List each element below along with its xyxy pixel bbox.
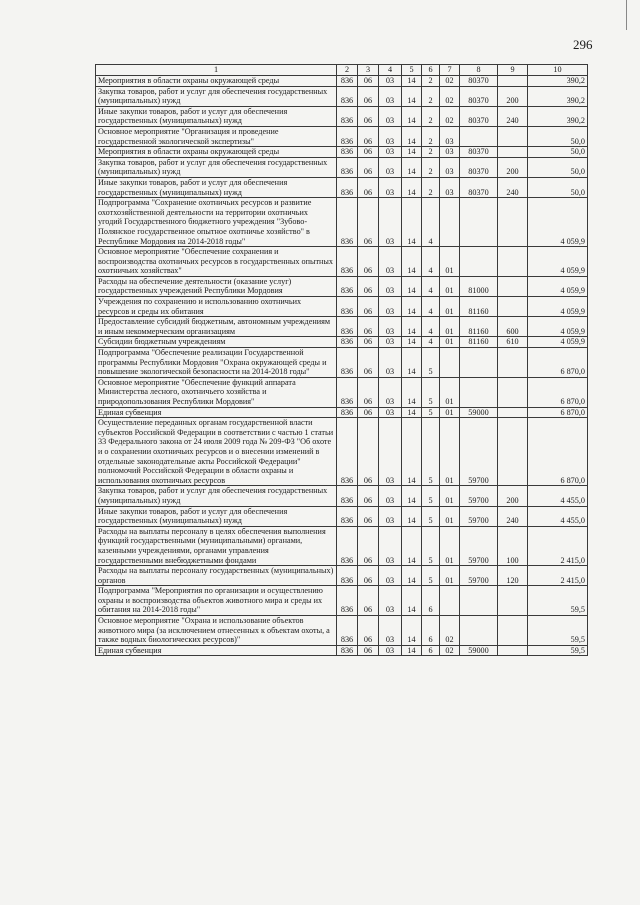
row-sum-cell: 4 455,0 — [528, 506, 588, 526]
row-sum-cell: 4 059,9 — [528, 276, 588, 296]
row-sum-cell: 59,5 — [528, 616, 588, 646]
row-name-cell: Закупка товаров, работ и услуг для обеспечения государственных (муниципальных) нужд — [96, 157, 337, 177]
row-code-cell — [440, 348, 460, 378]
row-code-cell: 03 — [379, 407, 402, 418]
row-code-cell: 100 — [498, 526, 528, 565]
row-name-cell: Закупка товаров, работ и услуг для обеспечения государственных (муниципальных) нужд — [96, 486, 337, 506]
row-code-cell: 14 — [402, 297, 422, 317]
row-name-cell: Расходы на выплаты персоналу государственных (муниципальных) органов — [96, 566, 337, 586]
row-code-cell — [498, 297, 528, 317]
row-code-cell: 2 — [422, 86, 440, 106]
row-code-cell: 836 — [337, 147, 358, 158]
row-code-cell: 4 — [422, 198, 440, 247]
row-code-cell: 836 — [337, 157, 358, 177]
table-row — [96, 297, 588, 317]
row-code-cell: 14 — [402, 506, 422, 526]
row-code-cell: 4 — [422, 276, 440, 296]
row-code-cell: 836 — [337, 586, 358, 616]
row-code-cell: 2 — [422, 126, 440, 146]
row-code-cell: 200 — [498, 157, 528, 177]
row-code-cell: 06 — [358, 616, 379, 646]
table-row — [96, 317, 588, 337]
row-code-cell: 02 — [440, 76, 460, 87]
table-row — [96, 76, 588, 87]
row-code-cell: 14 — [402, 616, 422, 646]
row-code-cell: 14 — [402, 247, 422, 277]
row-code-cell: 06 — [358, 126, 379, 146]
row-name-cell: Предоставление субсидий бюджетным, автономным учреждениям и иным некоммерческим организациям — [96, 317, 337, 337]
row-code-cell: 06 — [358, 566, 379, 586]
row-code-cell: 01 — [440, 566, 460, 586]
row-code-cell — [498, 645, 528, 656]
row-code-cell: 02 — [440, 645, 460, 656]
row-code-cell: 836 — [337, 506, 358, 526]
column-header: 5 — [402, 65, 422, 76]
row-code-cell: 01 — [440, 297, 460, 317]
row-code-cell: 03 — [379, 198, 402, 247]
row-code-cell: 836 — [337, 407, 358, 418]
row-code-cell: 2 — [422, 177, 440, 197]
row-code-cell: 836 — [337, 276, 358, 296]
row-code-cell — [440, 198, 460, 247]
row-code-cell: 14 — [402, 645, 422, 656]
column-header: 3 — [358, 65, 379, 76]
row-sum-cell: 6 870,0 — [528, 418, 588, 486]
row-code-cell: 14 — [402, 147, 422, 158]
table-body — [96, 76, 588, 656]
row-code-cell: 14 — [402, 106, 422, 126]
budget-table — [95, 64, 588, 656]
row-code-cell: 01 — [440, 317, 460, 337]
row-code-cell — [498, 147, 528, 158]
table-row — [96, 645, 588, 656]
row-code-cell: 80370 — [460, 86, 498, 106]
row-code-cell: 03 — [440, 147, 460, 158]
row-code-cell: 03 — [379, 586, 402, 616]
table-row — [96, 147, 588, 158]
row-code-cell: 200 — [498, 86, 528, 106]
row-code-cell: 03 — [379, 276, 402, 296]
row-name-cell: Единая субвенция — [96, 407, 337, 418]
row-code-cell: 03 — [379, 526, 402, 565]
row-code-cell: 06 — [358, 276, 379, 296]
row-code-cell: 59000 — [460, 407, 498, 418]
row-code-cell: 836 — [337, 126, 358, 146]
row-name-cell: Иные закупки товаров, работ и услуг для обеспечения государственных (муниципальных) нужд — [96, 506, 337, 526]
row-name-cell: Основное мероприятие "Организация и проведение государственной экологической экспертизы" — [96, 126, 337, 146]
row-sum-cell: 59,5 — [528, 586, 588, 616]
table-row — [96, 177, 588, 197]
row-code-cell — [498, 76, 528, 87]
table-row — [96, 586, 588, 616]
row-code-cell — [498, 586, 528, 616]
row-code-cell: 06 — [358, 645, 379, 656]
row-code-cell: 14 — [402, 198, 422, 247]
row-sum-cell: 4 059,9 — [528, 247, 588, 277]
row-name-cell: Иные закупки товаров, работ и услуг для обеспечения государственных (муниципальных) нужд — [96, 177, 337, 197]
row-code-cell: 06 — [358, 147, 379, 158]
row-code-cell: 03 — [379, 157, 402, 177]
row-code-cell: 836 — [337, 377, 358, 407]
row-name-cell: Основное мероприятие "Обеспечение функций аппарата Министерства лесного, охотничьего хозяйства и природопользования Республики Мордовия" — [96, 377, 337, 407]
row-name-cell: Основное мероприятие "Обеспечение сохранения и воспроизводства охотничьих ресурсов в государственных опытных охотничьих хозяйствах" — [96, 247, 337, 277]
table-row — [96, 126, 588, 146]
row-code-cell — [460, 126, 498, 146]
row-code-cell — [498, 126, 528, 146]
row-code-cell: 5 — [422, 506, 440, 526]
table-row — [96, 506, 588, 526]
row-code-cell: 06 — [358, 337, 379, 348]
row-code-cell: 5 — [422, 377, 440, 407]
row-sum-cell: 50,0 — [528, 177, 588, 197]
table-row — [96, 407, 588, 418]
row-code-cell: 06 — [358, 76, 379, 87]
row-name-cell: Учреждения по сохранению и использованию охотничьих ресурсов и среды их обитания — [96, 297, 337, 317]
row-code-cell: 06 — [358, 247, 379, 277]
row-code-cell: 06 — [358, 526, 379, 565]
row-code-cell: 600 — [498, 317, 528, 337]
column-header: 9 — [498, 65, 528, 76]
row-code-cell: 14 — [402, 566, 422, 586]
row-code-cell: 59700 — [460, 486, 498, 506]
row-code-cell: 59000 — [460, 645, 498, 656]
row-code-cell: 06 — [358, 407, 379, 418]
row-code-cell: 06 — [358, 586, 379, 616]
table-row — [96, 377, 588, 407]
row-code-cell: 836 — [337, 566, 358, 586]
row-code-cell: 03 — [379, 566, 402, 586]
row-code-cell: 03 — [379, 317, 402, 337]
row-code-cell: 14 — [402, 276, 422, 296]
row-code-cell: 5 — [422, 407, 440, 418]
column-header: 6 — [422, 65, 440, 76]
row-name-cell: Подпрограмма "Обеспечение реализации Государственной программы Республики Мордовия "Охрана окружающей среды и повышение экологической безопасности на 2014-2018 годы" — [96, 348, 337, 378]
row-code-cell: 01 — [440, 418, 460, 486]
row-sum-cell: 50,0 — [528, 126, 588, 146]
row-code-cell: 03 — [379, 177, 402, 197]
row-code-cell: 14 — [402, 586, 422, 616]
row-name-cell: Иные закупки товаров, работ и услуг для обеспечения государственных (муниципальных) нужд — [96, 106, 337, 126]
row-code-cell: 200 — [498, 486, 528, 506]
row-name-cell: Расходы на выплаты персоналу в целях обеспечения выполнения функций государственными (муниципальными) органами, казенными учреждениями, органами управления государственными внебюджетными фондами — [96, 526, 337, 565]
row-code-cell: 14 — [402, 86, 422, 106]
row-code-cell: 836 — [337, 86, 358, 106]
row-sum-cell: 4 059,9 — [528, 337, 588, 348]
table-row — [96, 566, 588, 586]
row-code-cell: 836 — [337, 297, 358, 317]
table-row — [96, 486, 588, 506]
row-code-cell: 81000 — [460, 276, 498, 296]
row-code-cell: 80370 — [460, 157, 498, 177]
row-code-cell: 03 — [440, 177, 460, 197]
row-code-cell: 14 — [402, 377, 422, 407]
row-code-cell: 01 — [440, 486, 460, 506]
row-sum-cell: 50,0 — [528, 147, 588, 158]
row-code-cell: 836 — [337, 106, 358, 126]
row-code-cell: 836 — [337, 526, 358, 565]
row-code-cell: 836 — [337, 76, 358, 87]
row-code-cell: 03 — [379, 645, 402, 656]
row-code-cell: 03 — [379, 297, 402, 317]
row-code-cell: 6 — [422, 586, 440, 616]
row-code-cell: 06 — [358, 86, 379, 106]
row-sum-cell: 390,2 — [528, 76, 588, 87]
row-code-cell: 03 — [379, 506, 402, 526]
row-code-cell: 03 — [379, 147, 402, 158]
row-code-cell — [498, 247, 528, 277]
row-code-cell: 02 — [440, 616, 460, 646]
row-code-cell: 59700 — [460, 418, 498, 486]
row-code-cell: 6 — [422, 645, 440, 656]
row-code-cell — [460, 348, 498, 378]
table-row — [96, 526, 588, 565]
row-sum-cell: 4 059,9 — [528, 317, 588, 337]
row-code-cell — [440, 586, 460, 616]
row-code-cell: 80370 — [460, 177, 498, 197]
column-header: 1 — [96, 65, 337, 76]
row-sum-cell: 390,2 — [528, 106, 588, 126]
row-name-cell: Подпрограмма "Сохранение охотничьих ресурсов и развитие охотхозяйственной деятельности на территории охотничьих угодий Государственного бюджетного учреждения "Зубово-Полянское государственное опытное охотничье хозяйство" в Республике Мордовия на 2014-2018 годы" — [96, 198, 337, 247]
row-code-cell: 02 — [440, 106, 460, 126]
row-code-cell: 01 — [440, 276, 460, 296]
row-name-cell: Мероприятия в области охраны окружающей среды — [96, 76, 337, 87]
table-header-row — [96, 65, 588, 76]
row-name-cell: Субсидии бюджетным учреждениям — [96, 337, 337, 348]
row-code-cell — [460, 247, 498, 277]
row-code-cell: 14 — [402, 76, 422, 87]
row-code-cell: 03 — [379, 106, 402, 126]
row-code-cell — [460, 198, 498, 247]
row-code-cell — [460, 586, 498, 616]
row-code-cell: 2 — [422, 157, 440, 177]
row-sum-cell: 6 870,0 — [528, 348, 588, 378]
row-code-cell: 836 — [337, 418, 358, 486]
row-sum-cell: 390,2 — [528, 86, 588, 106]
row-code-cell: 03 — [379, 126, 402, 146]
row-code-cell: 240 — [498, 506, 528, 526]
row-code-cell — [498, 198, 528, 247]
column-header: 2 — [337, 65, 358, 76]
row-code-cell: 03 — [379, 418, 402, 486]
row-sum-cell: 4 059,9 — [528, 198, 588, 247]
row-code-cell: 14 — [402, 407, 422, 418]
row-code-cell: 5 — [422, 348, 440, 378]
row-name-cell: Мероприятия в области охраны окружающей среды — [96, 147, 337, 158]
row-code-cell: 6 — [422, 616, 440, 646]
row-code-cell: 06 — [358, 198, 379, 247]
row-code-cell: 14 — [402, 486, 422, 506]
row-name-cell: Единая субвенция — [96, 645, 337, 656]
table-row — [96, 616, 588, 646]
row-code-cell: 59700 — [460, 506, 498, 526]
column-header: 10 — [528, 65, 588, 76]
row-sum-cell: 50,0 — [528, 157, 588, 177]
row-code-cell: 5 — [422, 526, 440, 565]
row-sum-cell: 4 059,9 — [528, 297, 588, 317]
row-code-cell: 03 — [379, 86, 402, 106]
row-code-cell: 14 — [402, 317, 422, 337]
row-name-cell: Подпрограмма "Мероприятия по организации и осуществлению охраны и воспроизводства объектов животного мира и среды их обитания на 2014-2018 годы" — [96, 586, 337, 616]
row-code-cell: 2 — [422, 106, 440, 126]
row-code-cell: 06 — [358, 157, 379, 177]
row-code-cell: 80370 — [460, 106, 498, 126]
row-code-cell: 4 — [422, 317, 440, 337]
row-code-cell: 02 — [440, 86, 460, 106]
row-code-cell: 610 — [498, 337, 528, 348]
row-code-cell: 01 — [440, 526, 460, 565]
row-code-cell: 4 — [422, 297, 440, 317]
row-code-cell: 01 — [440, 407, 460, 418]
row-code-cell: 06 — [358, 106, 379, 126]
row-code-cell: 06 — [358, 317, 379, 337]
row-code-cell: 03 — [379, 247, 402, 277]
table-row — [96, 157, 588, 177]
row-code-cell: 01 — [440, 247, 460, 277]
row-code-cell: 81160 — [460, 317, 498, 337]
row-code-cell: 836 — [337, 177, 358, 197]
row-code-cell: 03 — [379, 486, 402, 506]
row-code-cell: 03 — [379, 377, 402, 407]
column-header: 4 — [379, 65, 402, 76]
row-code-cell: 240 — [498, 177, 528, 197]
row-code-cell — [460, 377, 498, 407]
corner-mark — [626, 0, 637, 30]
row-code-cell: 14 — [402, 157, 422, 177]
row-code-cell: 06 — [358, 177, 379, 197]
row-code-cell: 2 — [422, 147, 440, 158]
table-row — [96, 337, 588, 348]
row-sum-cell: 59,5 — [528, 645, 588, 656]
row-code-cell: 06 — [358, 297, 379, 317]
row-code-cell — [498, 348, 528, 378]
row-code-cell: 240 — [498, 106, 528, 126]
row-code-cell: 14 — [402, 348, 422, 378]
row-code-cell: 06 — [358, 486, 379, 506]
row-code-cell: 836 — [337, 616, 358, 646]
row-code-cell: 14 — [402, 526, 422, 565]
row-code-cell: 5 — [422, 418, 440, 486]
row-code-cell: 80370 — [460, 147, 498, 158]
row-sum-cell: 4 455,0 — [528, 486, 588, 506]
row-code-cell: 836 — [337, 198, 358, 247]
row-sum-cell: 2 415,0 — [528, 526, 588, 565]
row-code-cell — [498, 377, 528, 407]
table-row — [96, 418, 588, 486]
table-row — [96, 348, 588, 378]
row-sum-cell: 6 870,0 — [528, 407, 588, 418]
page-number: 296 — [573, 37, 593, 52]
row-code-cell: 81160 — [460, 337, 498, 348]
row-code-cell: 836 — [337, 645, 358, 656]
row-code-cell: 836 — [337, 348, 358, 378]
row-code-cell: 03 — [379, 337, 402, 348]
row-code-cell: 03 — [379, 76, 402, 87]
row-code-cell: 14 — [402, 126, 422, 146]
row-code-cell: 4 — [422, 247, 440, 277]
row-code-cell: 01 — [440, 377, 460, 407]
row-code-cell: 01 — [440, 337, 460, 348]
row-code-cell: 06 — [358, 506, 379, 526]
row-code-cell: 06 — [358, 377, 379, 407]
row-code-cell: 01 — [440, 506, 460, 526]
row-code-cell: 81160 — [460, 297, 498, 317]
row-code-cell: 2 — [422, 76, 440, 87]
row-name-cell: Основное мероприятие "Охрана и использование объектов животного мира (за исключением отнесенных к объектам охоты, а также водных биологических ресурсов)" — [96, 616, 337, 646]
row-code-cell: 03 — [440, 157, 460, 177]
row-code-cell: 120 — [498, 566, 528, 586]
table-row — [96, 276, 588, 296]
row-code-cell: 14 — [402, 337, 422, 348]
row-name-cell: Осуществление переданных органам государственной власти субъектов Российской Федерации в соответствии с частью 1 статьи 33 Федерального закона от 24 июля 2009 года № 209-ФЗ "Об охоте и о сохранении охотничьих ресурсов и о внесении изменений в отдельные законодательные акты Российской Федерации" полномочий Российской Федерации в области охраны и использования охотничьих ресурсов — [96, 418, 337, 486]
row-code-cell: 03 — [440, 126, 460, 146]
row-code-cell — [460, 616, 498, 646]
row-name-cell: Расходы на обеспечение деятельности (оказание услуг) государственных учреждений Республики Мордовия — [96, 276, 337, 296]
row-code-cell: 06 — [358, 418, 379, 486]
column-header: 7 — [440, 65, 460, 76]
row-name-cell: Закупка товаров, работ и услуг для обеспечения государственных (муниципальных) нужд — [96, 86, 337, 106]
row-code-cell: 5 — [422, 486, 440, 506]
row-code-cell: 836 — [337, 247, 358, 277]
table-row — [96, 106, 588, 126]
row-sum-cell: 6 870,0 — [528, 377, 588, 407]
table-row — [96, 247, 588, 277]
table-row — [96, 86, 588, 106]
row-code-cell: 03 — [379, 616, 402, 646]
row-code-cell — [498, 276, 528, 296]
row-code-cell: 03 — [379, 348, 402, 378]
column-header: 8 — [460, 65, 498, 76]
row-code-cell: 14 — [402, 177, 422, 197]
row-code-cell — [498, 418, 528, 486]
row-code-cell — [498, 407, 528, 418]
row-code-cell: 06 — [358, 348, 379, 378]
row-code-cell: 4 — [422, 337, 440, 348]
row-code-cell: 836 — [337, 317, 358, 337]
row-code-cell: 5 — [422, 566, 440, 586]
table-row — [96, 198, 588, 247]
row-code-cell: 836 — [337, 337, 358, 348]
row-code-cell: 59700 — [460, 566, 498, 586]
row-code-cell: 836 — [337, 486, 358, 506]
row-code-cell — [498, 616, 528, 646]
row-code-cell: 14 — [402, 418, 422, 486]
row-code-cell: 59700 — [460, 526, 498, 565]
row-sum-cell: 2 415,0 — [528, 566, 588, 586]
row-code-cell: 80370 — [460, 76, 498, 87]
